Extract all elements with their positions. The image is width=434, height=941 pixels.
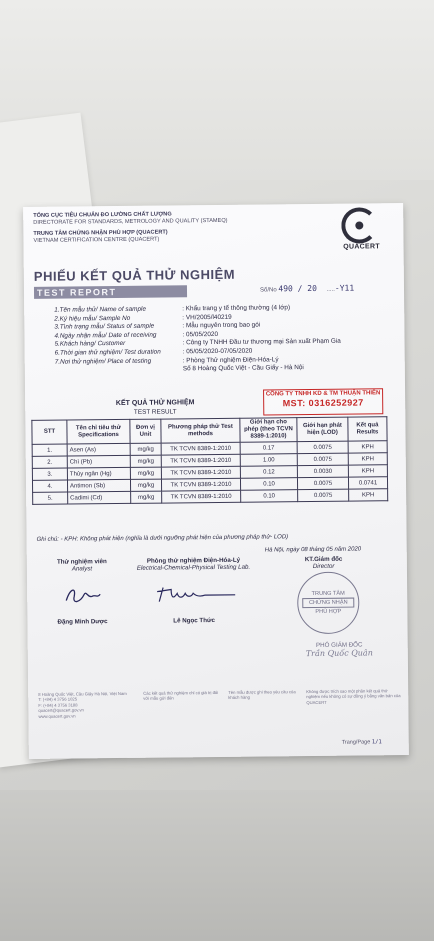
quacert-round-stamp: TRUNG TÂM CHỨNG NHẬN PHÙ HỢP: [297, 572, 360, 635]
sample-info: [54, 303, 400, 375]
center-name-vn: TRUNG TÂM CHỨNG NHẬN PHÙ HỢP (QUACERT): [33, 229, 168, 237]
report-title-vn: PHIẾU KẾT QUẢ THỬ NGHIỆM: [33, 266, 236, 284]
report-title-en: TEST REPORT: [34, 285, 187, 299]
document-footer: [38, 688, 401, 719]
table-row: 4. Antimon (Sb) mg/kg TK TCVN 8389-1:2010 0.10 0.0075 0.0741: [32, 477, 387, 493]
document-header: [33, 210, 333, 245]
lab-signature-block: Phòng thử nghiệm Điện-Hóa-Lý Electrical-Chemical-Physical Testing Lab. Lê Ngọc Thức: [136, 556, 251, 625]
info-row: 3.Tình trạng mẫu/ Status of sample : Mẫu nguyên trong bao gói: [54, 321, 261, 331]
analyst-signature: [62, 582, 102, 608]
org-line-2: DIRECTORATE FOR STANDARDS, METROLOGY AND QUALITY (STAMEQ): [33, 217, 228, 226]
table-row: 3. Thủy ngân (Hg) mg/kg TK TCVN 8389-1:2010 0.12 0.0030 KPH: [32, 465, 387, 481]
col-header-unit: Đơn vị Unit: [130, 419, 161, 443]
report-number-label: Số/No: [259, 287, 277, 294]
table-row: 2. Chì (Pb) mg/kg TK TCVN 8389-1:2010 1.00 0.0075 KPH: [32, 453, 387, 469]
quacert-logo: [337, 207, 386, 257]
col-header-lod: Giới hạn phát hiện (LOD): [297, 417, 348, 442]
info-row: 7.Nơi thử nghiệm/ Place of testing : Phòng Thử nghiệm Điện-Hóa-Lý: [54, 355, 279, 366]
stamp-company-name: CÔNG TY TNHH KD & TM THUẬN THIÊN: [265, 390, 381, 398]
deputy-director-block: PHÓ GIÁM ĐỐC Trần Quốc Quân: [305, 641, 373, 659]
footer-contact: 8 Hoàng Quốc Việt, Cầu Giấy Hà Nội, Việt Nam T: (+84) 4 3756 1025 F: (+84) 4 3756 3188 quacert@quacert.gov.vn www.quacert.gov.vn: [38, 690, 127, 719]
col-header-spec: Tên chỉ tiêu thử Specifications: [67, 419, 130, 444]
table-row: 5. Cadimi (Cd) mg/kg TK TCVN 8389-1:2010 0.10 0.0075 KPH: [33, 489, 388, 505]
footer-note-1: Các kết quả thử nghiệm chỉ có giá trị đối với mẫu gửi đến: [143, 689, 219, 702]
info-row: Số 8 Hoàng Quốc Việt - Cầu Giấy - Hà Nội: [182, 364, 304, 373]
footer-note-3: Không được trích sao một phần kết quả thử nghiệm nếu không có sự đồng ý bằng văn bản của QUACERT: [306, 688, 401, 705]
col-header-method: Phương pháp thử Test methods: [161, 418, 240, 443]
stamp-tax-code: MST: 0316252927: [282, 397, 364, 409]
results-heading-vn: KẾT QUẢ THỬ NGHIỆM: [115, 399, 195, 408]
org-line-1: TỔNG CỤC TIÊU CHUẨN ĐO LƯỜNG CHẤT LƯỢNG: [33, 211, 172, 219]
issue-date: Hà Nội, ngày 08 tháng 05 năm 2020: [264, 546, 362, 554]
info-row: 2.Ký hiệu mẫu/ Sample No : VH/2005/l40219: [54, 313, 232, 323]
table-row: 1. Asen (As) mg/kg TK TCVN 8389-1:2010 0.17 0.0075 KPH: [32, 441, 387, 457]
lab-signature: [149, 581, 239, 608]
col-header-limit: Giới hạn cho phép (theo TCVN 8389-1:2010): [240, 418, 297, 443]
report-number: Số/No 490 / 20 .....-Y11: [259, 283, 355, 294]
results-heading-en: TEST RESULT: [133, 408, 177, 416]
results-table: [31, 416, 388, 505]
report-number-value: 490 / 20: [278, 283, 317, 294]
background-surface-bottom: [0, 790, 434, 941]
director-signature-block: KT.Giám đốc Director: [304, 555, 343, 570]
report-code-value: -Y11: [334, 283, 355, 293]
center-name-en: VIETNAM CERTIFICATION CENTRE (QUACERT): [33, 236, 160, 244]
col-header-result: Kết quả Results: [348, 417, 387, 441]
info-row: 4.Ngày nhận mẫu/ Date of receiving : 05/05/2020: [54, 330, 219, 340]
logo-text: QUACERT: [343, 243, 380, 251]
col-header-stt: STT: [32, 420, 67, 444]
logo-ring-icon: [341, 207, 377, 243]
test-report-document: [23, 203, 409, 759]
info-row: 6.Thời gian thử nghiệm/ Test duration : 05/05/2020-07/05/2020: [54, 347, 253, 357]
company-stamp: [263, 388, 383, 415]
page-number: Trang/Page 1/1: [341, 739, 382, 746]
analyst-signature-block: Thử nghiệm viên Analyst Đặng Minh Dược: [56, 558, 108, 626]
info-row: 5.Khách hàng/ Customer : Công ty TNHH Đầu tư thương mại Sản xuất Phạm Gia: [54, 338, 341, 349]
footer-note-2: Tên mẫu được ghi theo yêu cầu của khách hàng: [228, 689, 296, 701]
results-note: Ghi chú: - KPH: Không phát hiện (nghĩa là dưới ngưỡng phát hiện của phương pháp thử- LOD): [36, 534, 289, 543]
info-row: 1.Tên mẫu thử/ Name of sample : Khẩu trang y tế thông thường (4 lớp): [54, 304, 291, 314]
